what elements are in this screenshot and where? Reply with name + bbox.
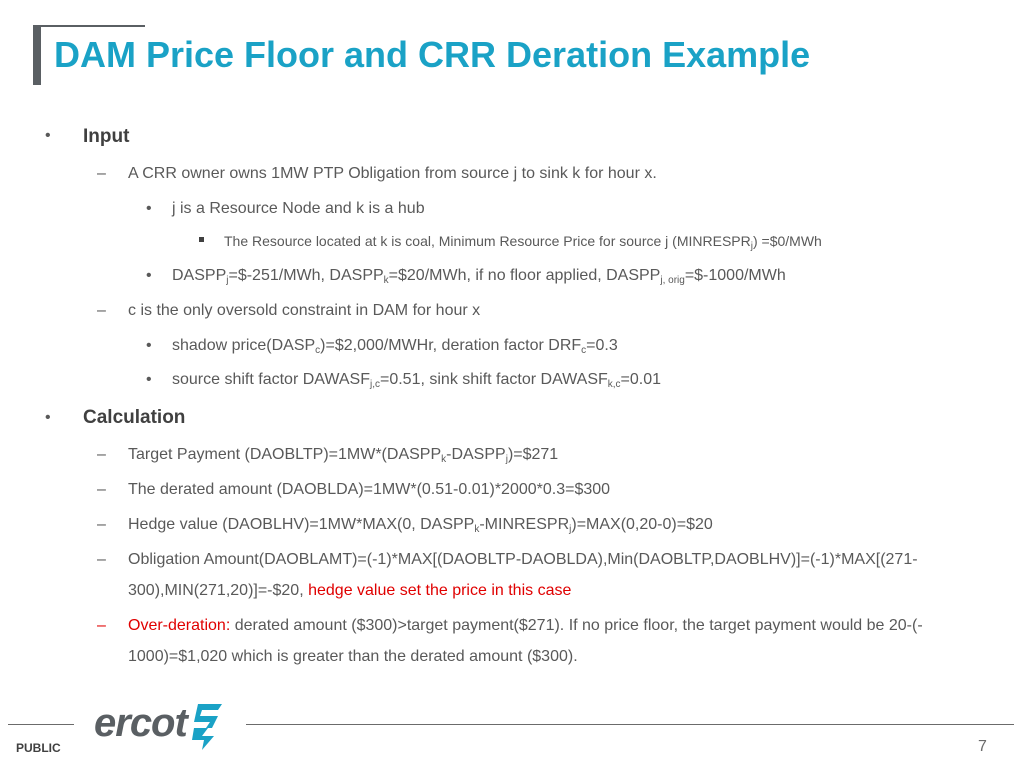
- shadow-price-text: shadow $price(DASP_c)=\$2,000$/MWHr, deration factor $DRF_c=0.3$: [172, 337, 618, 356]
- ercot-logo-mark-icon: [192, 704, 222, 750]
- slide-title: DAM Price Floor and CRR Deration Example: [54, 34, 811, 75]
- bullet-dot-icon: •: [146, 371, 152, 388]
- coal-resource-text: The Resource located at k is coal, Minimum Resource Price for source j $(MINRESPR_j)$ =$0/MWh: [224, 233, 822, 252]
- classification-label: PUBLIC: [16, 741, 61, 755]
- input-heading: Input: [83, 126, 130, 147]
- bullet-dot-icon: •: [146, 200, 152, 217]
- dash-bullet-icon: –: [97, 302, 106, 319]
- bullet-dot-icon: •: [146, 337, 152, 354]
- dash-bullet-icon: –: [97, 516, 106, 533]
- daspp-prices-text: $DASPP_j=\$-251$/MWh, $DASPP_k=\$20$/MWh, if no floor applied, $DASPP_{j, orig}=\$-1000$/MWh: [172, 267, 786, 286]
- bullet-dot-icon: •: [45, 127, 51, 144]
- resource-node-text: j is a Resource Node and k is a hub: [172, 200, 425, 217]
- page-number: 7: [978, 738, 987, 755]
- dash-bullet-icon: –: [97, 446, 106, 463]
- dash-bullet-icon: –: [97, 551, 106, 568]
- ercot-logo: [94, 698, 234, 759]
- square-bullet-icon: [199, 237, 204, 242]
- obligation-amount-line2: 300),MIN(271,20)]=-$20, hedge value set the price in this case: [128, 582, 572, 599]
- shift-factor-text: source shift factor $DAWASF_{j,c}=0.51$, sink shift factor $DAWASF_{k,c}=0.01$: [172, 371, 662, 390]
- obligation-amount-line1: Obligation Amount(DAOBLAMT)=(-1)*MAX[(DAOBLTP-DAOBLDA),Min(DAOBLTP,DAOBLHV)]=(-1)*MAX[(271-: [128, 551, 918, 568]
- footer-rule-left: [8, 724, 74, 725]
- footer-rule-right: [246, 724, 1014, 725]
- ercot-logo-text: ercot: [94, 701, 187, 745]
- over-deration-label: Over-deration:: [128, 617, 231, 634]
- constraint-text: c is the only oversold constraint in DAM for hour x: [128, 302, 481, 319]
- over-deration-line2: 1000)=$1,020 which is greater than the derated amount ($300).: [128, 648, 578, 665]
- hedge-value-note: hedge value set the price in this case: [308, 582, 572, 599]
- bullet-dot-icon: •: [146, 267, 152, 284]
- target-payment-text: Target Payment $(DAOBLTP)=1MW*(DASPP_k-DASPP_j)=\$271$: [128, 446, 559, 465]
- dash-bullet-icon: –: [97, 165, 106, 182]
- title-accent-bar: [33, 25, 41, 85]
- title-accent-rule: [33, 25, 145, 27]
- derated-amount-text: The derated amount (DAOBLDA)=1MW*(0.51-0.01)*2000*0.3=$300: [128, 481, 611, 498]
- dash-bullet-red-icon: –: [97, 617, 106, 634]
- crr-owner-text: A CRR owner owns 1MW PTP Obligation from source j to sink k for hour x.: [128, 165, 657, 182]
- dash-bullet-icon: –: [97, 481, 106, 498]
- ercot-logo-graphic: [94, 698, 234, 754]
- over-deration-line1: Over-deration: derated amount ($300)>target payment($271). If no price floor, the target payment would be 20-(-: [128, 617, 923, 634]
- hedge-value-text: Hedge value (DAOBLHV)=1MW*MAX(0, $DASPP_k-MINRESPR_j)=MAX(0,20-0)=\$20$: [128, 516, 713, 535]
- calculation-heading: Calculation: [83, 407, 186, 428]
- bullet-dot-icon: •: [45, 409, 51, 426]
